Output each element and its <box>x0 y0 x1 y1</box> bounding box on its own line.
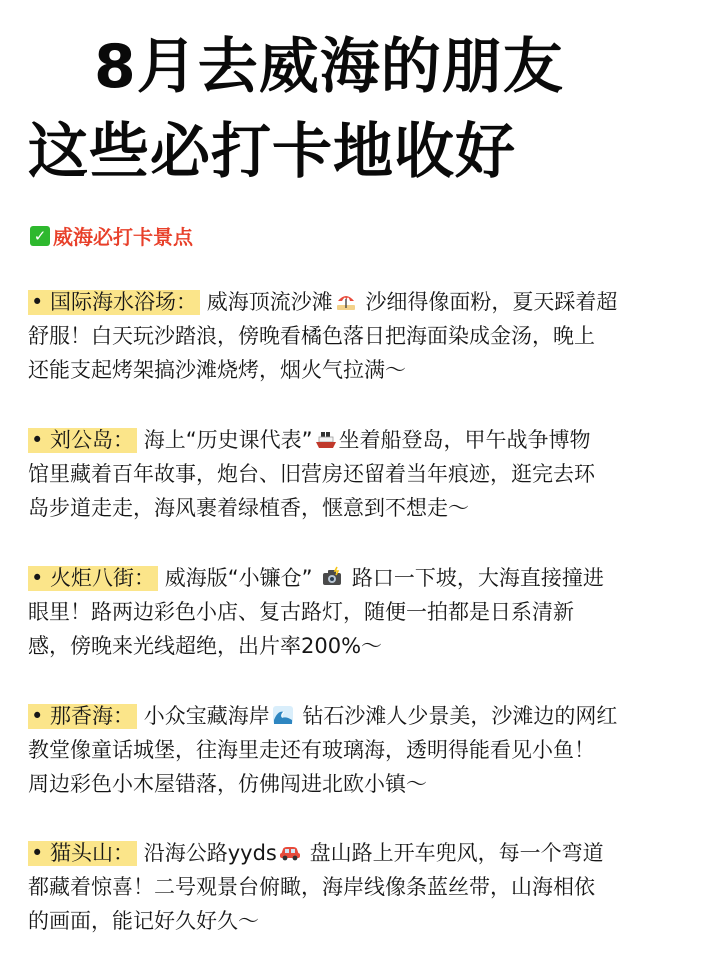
item-line: 馆里藏着百年故事，炮台、旧营房还留着当年痕迹，逛完去环 <box>28 462 595 486</box>
ship-icon <box>315 428 337 450</box>
item-line <box>28 423 694 457</box>
item-text: 沿海公路yyds <box>143 841 277 865</box>
beach-umbrella-icon <box>335 290 357 312</box>
wave-icon <box>272 704 294 726</box>
item-label: • 国际海水浴场： <box>28 290 200 315</box>
item-line: 感，傍晚来光线超绝，出片率200%～ <box>28 634 383 658</box>
item-line: 都藏着惊喜！二号观景台俯瞰，海岸线像条蓝丝带，山海相依 <box>28 875 595 899</box>
item-line: 还能支起烤架搞沙滩烧烤，烟火气拉满～ <box>28 358 406 382</box>
list-item-huoju-8th-street <box>28 561 694 663</box>
item-text: 盘山路上开车兜风，每一个弯道 <box>309 841 604 865</box>
item-line <box>28 836 694 870</box>
item-line <box>28 699 694 733</box>
item-line: 舒服！白天玩沙踏浪，傍晚看橘色落日把海面染成金汤，晚上 <box>28 324 595 348</box>
list-item-maotou-mountain <box>28 836 694 938</box>
item-text: 海上“历史课代表” <box>143 428 313 452</box>
item-line: 教堂像童话城堡，往海里走还有玻璃海，透明得能看见小鱼！ <box>28 738 595 762</box>
item-label: • 猫头山： <box>28 841 137 866</box>
camera-flash-icon <box>321 566 343 588</box>
list-item-international-beach <box>28 285 694 387</box>
item-text: 坐着船登岛，甲午战争博物 <box>338 428 591 452</box>
section-heading-text: 威海必打卡景点 <box>53 225 193 249</box>
item-text: 沙细得像面粉，夏天踩着超 <box>365 290 618 314</box>
list-item-naxianghai <box>28 699 694 801</box>
item-line <box>28 285 694 319</box>
item-line: 眼里！路两边彩色小店、复古路灯，随便一拍都是日系清新 <box>28 600 574 624</box>
title-line-1: 8月去威海的朋友 <box>94 32 564 102</box>
item-label: • 那香海： <box>28 704 137 729</box>
item-line <box>28 561 694 595</box>
check-mark-icon: ✓ <box>30 226 50 246</box>
section-heading <box>30 221 193 250</box>
item-text: 小众宝藏海岸 <box>143 704 270 728</box>
item-line: 周边彩色小木屋错落，仿佛闯进北欧小镇～ <box>28 772 427 796</box>
item-text: 路口一下坡，大海直接撞进 <box>351 566 604 590</box>
list-item-liugong-island <box>28 423 694 525</box>
item-label: • 刘公岛： <box>28 428 137 453</box>
car-icon <box>279 841 301 863</box>
item-line: 岛步道走走，海风裹着绿植香，惬意到不想走～ <box>28 496 469 520</box>
item-label: • 火炬八街： <box>28 566 158 591</box>
item-text: 威海版“小镰仓” <box>164 566 313 590</box>
title-line-2: 这些必打卡地收好 <box>28 117 516 187</box>
item-line: 的画面，能记好久好久～ <box>28 909 259 933</box>
item-text: 威海顶流沙滩 <box>206 290 333 314</box>
item-text: 钻石沙滩人少景美，沙滩边的网红 <box>302 704 618 728</box>
